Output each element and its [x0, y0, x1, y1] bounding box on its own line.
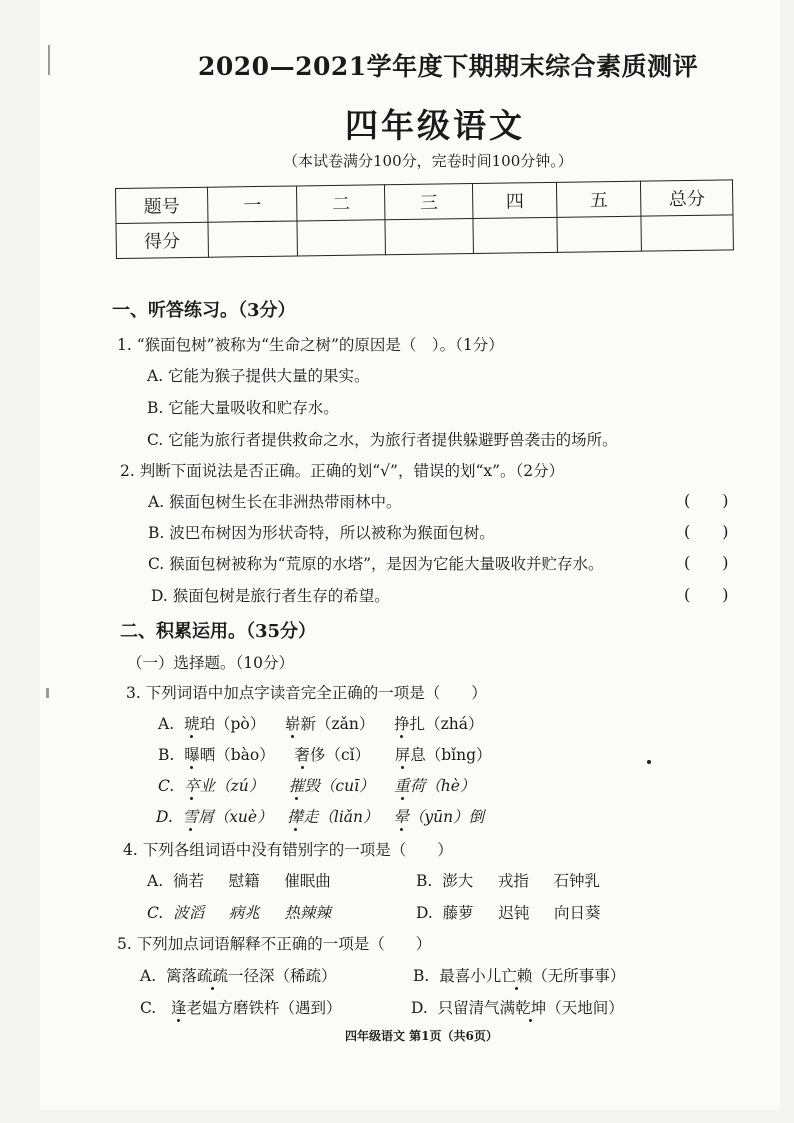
question-2: 2. 判断下面说法是否正确。正确的划“√”，错误的划“x”。（2分）: [120, 462, 565, 480]
q1-option-a: A. 它能为猴子提供大量的果实。: [147, 367, 370, 385]
table-cell: 题号: [116, 187, 208, 223]
question-4: 4. 下列各组词语中没有错别字的一项是（ ）: [123, 841, 453, 859]
page-footer: 四年级语文 第1页（共6页）: [345, 1029, 498, 1043]
q1-option-c: C. 它能为旅行者提供救命之水，为旅行者提供躲避野兽袭击的场所。: [147, 431, 618, 449]
q5-option-c: C. 逢老媪方磨铁杵（遇到）: [140, 999, 342, 1017]
question-3: 3. 下列词语中加点字读音完全正确的一项是（ ）: [126, 684, 487, 702]
q2-item-d: D. 猴面包树是旅行者生存的希望。: [151, 587, 390, 605]
table-cell: 四: [473, 182, 558, 218]
q4-option-b: B. 澎大 戎指 石钟乳: [416, 872, 601, 890]
table-cell: 二: [297, 185, 385, 221]
table-cell: 一: [207, 186, 297, 222]
section1-heading: 一、听答练习。（3分）: [112, 300, 296, 321]
subsection-heading: （一）选择题。（10分）: [127, 654, 294, 672]
q3-option-a: A. 琥珀（pò） 崭新（zǎn） 挣扎（zhá）: [158, 715, 484, 733]
question-1: 1. “猴面包树”被称为“生命之树”的原因是（ ）。（1分）: [117, 336, 504, 354]
scan-mark: [48, 45, 50, 75]
answer-blank[interactable]: ( ): [684, 553, 729, 572]
scan-mark: [647, 760, 651, 764]
table-cell: 得分: [116, 222, 208, 258]
table-cell: 五: [557, 181, 642, 217]
q2-item-b: B. 波巴布树因为形状奇特，所以被称为猴面包树。: [148, 524, 495, 542]
table-cell: 三: [385, 184, 473, 220]
question-5: 5. 下列加点词语解释不正确的一项是（ ）: [117, 935, 432, 953]
table-cell[interactable]: [208, 221, 298, 257]
q2-item-c: C. 猴面包树被称为“荒原的水塔”，是因为它能大量吸收并贮存水。: [148, 555, 604, 573]
exam-note: （本试卷满分100分，完卷时间100分钟。）: [283, 152, 573, 170]
q5-option-b: B. 最喜小儿亡赖（无所事事）: [413, 967, 626, 985]
table-cell: 总分: [641, 180, 733, 216]
answer-blank[interactable]: ( ): [684, 491, 729, 510]
q4-option-a: A. 徜若 慰籍 催眠曲: [147, 872, 331, 890]
table-cell[interactable]: [641, 215, 733, 251]
answer-blank[interactable]: ( ): [684, 585, 729, 604]
section2-heading: 二、积累运用。（35分）: [120, 621, 317, 642]
q5-option-a: A. 篱落疏疏一径深（稀疏）: [140, 967, 337, 985]
answer-blank[interactable]: ( ): [684, 522, 729, 541]
q3-option-d: D. 雪屑（xuè） 撵走（liǎn） 晕（yūn）倒: [156, 808, 485, 826]
table-cell[interactable]: [473, 217, 558, 253]
q2-item-a: A. 猴面包树生长在非洲热带雨林中。: [148, 493, 402, 511]
q5-option-d: D. 只留清气满乾坤（天地间）: [411, 999, 624, 1017]
scan-mark: [46, 688, 49, 698]
q3-option-b: B. 曝晒（bào） 奢侈（cǐ） 屏息（bǐng）: [158, 746, 492, 764]
subject-title: 四年级语文: [345, 106, 525, 145]
q4-option-d: D. 藤萝 迟钝 向日葵: [416, 904, 601, 922]
q3-option-c: C. 卒业（zú） 摧毁（cuī） 重荷（hè）: [158, 777, 476, 795]
table-cell[interactable]: [297, 220, 385, 256]
table-cell[interactable]: [385, 219, 473, 255]
q4-option-c: C. 波滔 病兆 热辣辣: [147, 904, 331, 922]
q1-option-b: B. 它能大量吸收和贮存水。: [147, 399, 339, 417]
table-cell[interactable]: [557, 216, 642, 252]
exam-title: 2020—2021学年度下期期末综合素质测评: [198, 52, 699, 81]
score-table: [115, 179, 734, 259]
